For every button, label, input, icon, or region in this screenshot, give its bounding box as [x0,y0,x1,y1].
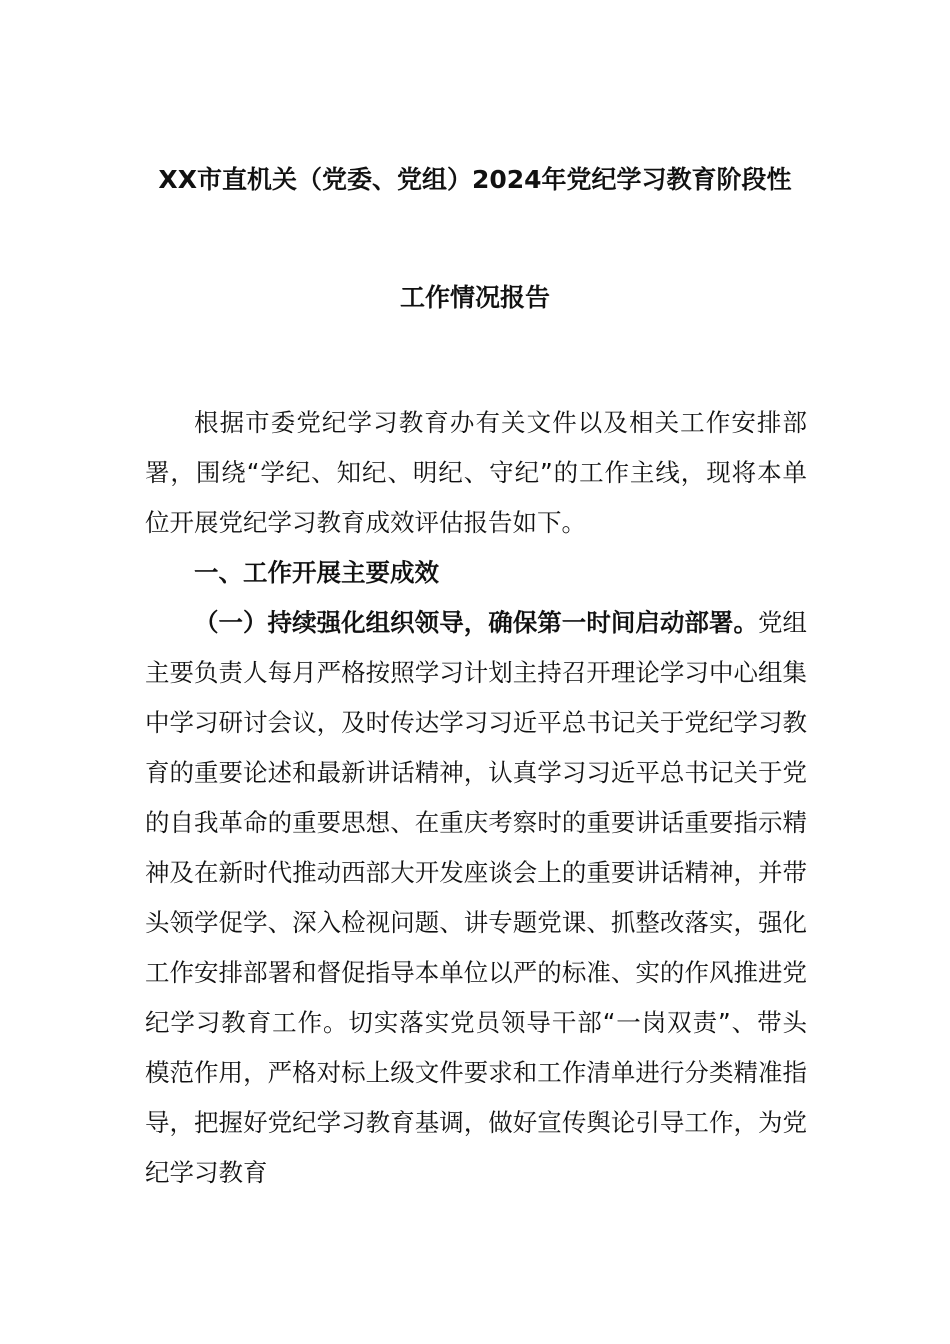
subsection-body-text: 党组主要负责人每月严格按照学习计划主持召开理论学习中心组集中学习研讨会议，及时传达学习习近平总书记关于党纪学习教育的重要论述和最新讲话精神，认真学习习近平总书记关于党的自我革命的重要思想、在重庆考察时的重要讲话重要指示精神及在新时代推动西部大开发座谈会上的重要讲话精神，并带头领学促学、深入检视问题、讲专题党课、抓整改落实，强化工作安排部署和督促指导本单位以严的标准、实的作风推进党纪学习教育工作。切实落实党员领导干部“一岗双责”、带头模范作用，严格对标上级文件要求和工作清单进行分类精准指导，把握好党纪学习教育基调，做好宣传舆论引导工作，为党纪学习教育 [145,608,808,1187]
section-heading: 一、工作开展主要成效 [194,558,439,587]
document-title-line-1: XX市直机关（党委、党组）2024年党纪学习教育阶段性 [158,165,792,194]
subsection-paragraph [145,598,807,1198]
intro-paragraph: 根据市委党纪学习教育办有关文件以及相关工作安排部署，围绕“学纪、知纪、明纪、守纪”的工作主线，现将本单位开展党纪学习教育成效评估报告如下。 [145,408,807,537]
subsection-heading: （一）持续强化组织领导，确保第一时间启动部署。 [194,608,758,637]
document-body [145,398,807,1198]
document-title-line-2: 工作情况报告 [399,283,550,312]
